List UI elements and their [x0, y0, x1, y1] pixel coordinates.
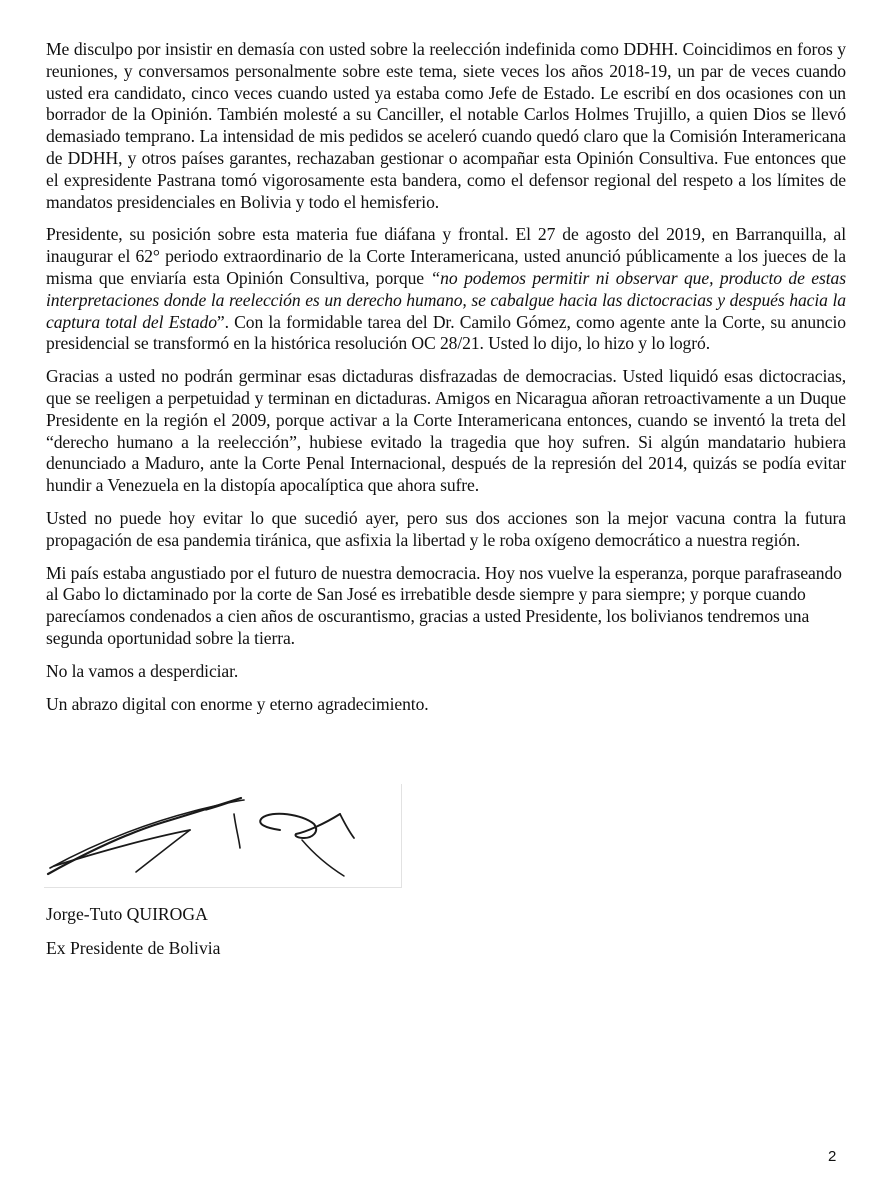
paragraph-2	[46, 224, 846, 355]
paragraph-2-outro: ”. Con la formidable tarea del Dr. Camilo Gómez, como agente ante la Corte, su anuncio presidencial se transformó en la histórica resolución OC 28/21. Usted lo dijo, lo hizo y lo logró.	[46, 311, 846, 354]
signatory-title: Ex Presidente de Bolivia	[46, 938, 221, 958]
handwritten-signature	[44, 784, 402, 888]
paragraph-3: Gracias a usted no podrán germinar esas dictaduras disfrazadas de democracias. Usted liquidó esas dictocracias, que se reeligen a perpetuidad y terminan en dictaduras. Amigos en Nicaragua añoran retroactivamente a un Duque Presidente en la región el 2009, porque activar a la Corte Interamericana entonces, cuando se inventó la treta del “derecho humano a la reelección”, hubiese evitado la tragedia que hoy sufren. Si algún mandatario hubiera denunciado a Maduro, ante la Corte Penal Internacional, después de la represión del 2014, quizás se podía evitar hundir a Venezuela en la distopía apocalíptica que ahora sufre.	[46, 366, 846, 496]
paragraph-4: Usted no puede hoy evitar lo que sucedió ayer, pero sus dos acciones son la mejor vacuna contra la futura propagación de esa pandemia tiránica, que asfixia la libertad y le roba oxígeno democrático a nuestra región.	[46, 507, 846, 550]
letter-body	[46, 39, 846, 726]
paragraph-7: Un abrazo digital con enorme y eterno agradecimiento.	[46, 693, 429, 714]
signature-stroke-icon	[44, 784, 401, 887]
paragraph-6: No la vamos a desperdiciar.	[46, 660, 239, 681]
page-number: 2	[828, 1148, 837, 1165]
paragraph-1: Me disculpo por insistir en demasía con usted sobre la reelección indefinida como DDHH. Coincidimos en foros y reuniones, y conversamos personalmente sobre este tema, siete veces los años 2018-19, un par de veces cuando usted era candidato, cinco veces cuando usted ya estaba como Jefe de Estado. Le escribí en dos ocasiones con un borrador de la Opinión. También molesté a su Canciller, el notable Carlos Holmes Trujillo, a quien Dios se llevó demasiado temprano. La intensidad de mis pedidos se aceleró cuando quedó claro que la Comisión Interamericana de DDHH, y otros países garantes, rechazaban gestionar o acompañar esta Opinión Consultiva. Fue entonces que el expresidente Pastrana tomó vigorosamente esta bandera, como el defensor regional del respeto a los límites de mandatos presidenciales en Bolivia y todo el hemisferio.	[46, 39, 846, 212]
signatory-name: Jorge-Tuto QUIROGA	[46, 904, 208, 924]
paragraph-2-intro: Presidente, su posición sobre esta materia fue diáfana y frontal. El 27 de agosto del 2019, en Barranquilla, al inaugurar el 62° periodo extraordinario de la Corte Interamericana, usted anunció públicamente a los jueces de la misma que enviaría esta Opinión Consultiva, porque	[46, 224, 846, 288]
paragraph-2-quote: “no podemos permitir ni observar que, producto de estas interpretaciones donde la reelección es un derecho humano, se cabalgue hacia las dictocracias y después hacia la captura total del Estado	[46, 267, 846, 332]
paragraph-5: Mi país estaba angustiado por el futuro de nuestra democracia. Hoy nos vuelve la esperanza, porque parafraseando al Gabo lo dictaminado por la corte de San José es irrebatible desde siempre y para siempre; y porque cuando parecíamos condenados a cien años de oscurantismo, gracias a usted Presidente, los bolivianos tendremos una segunda oportunidad sobre la tierra.	[46, 562, 842, 648]
